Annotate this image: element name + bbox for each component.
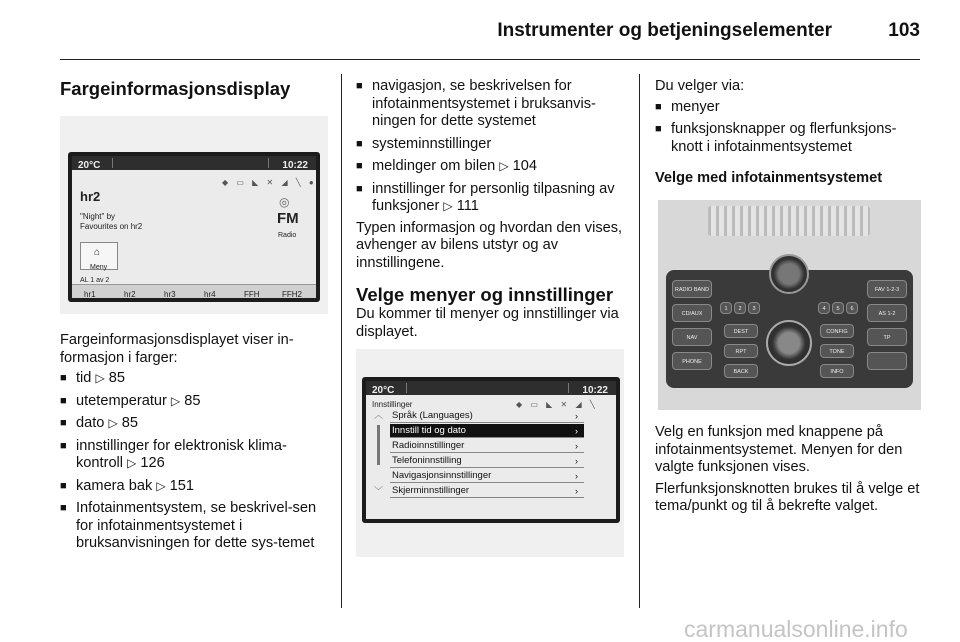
preset-bar: [72, 284, 316, 298]
status-separator: [268, 158, 269, 168]
list-item: [356, 158, 626, 176]
settings-menu-row[interactable]: [390, 469, 584, 483]
list-item: [356, 78, 626, 131]
reference-arrow-icon: ▷: [156, 478, 166, 493]
item-text: funksjonsknapper og flerfunksjons-knott i infotainmentsystemet: [671, 121, 897, 155]
panel-center-button[interactable]: DEST: [724, 324, 758, 338]
settings-menu-row-label: Språk (Languages): [392, 410, 473, 421]
panel-right-button[interactable]: FAV 1-2-3: [867, 280, 907, 298]
list-item: [60, 478, 328, 496]
item-text: innstillinger for elektronisk klima-kontroll: [76, 437, 287, 471]
reference-arrow-icon: ▷: [443, 199, 453, 213]
settings-menu-row[interactable]: [390, 439, 584, 453]
number-key[interactable]: 3: [748, 302, 760, 314]
panel-right-button[interactable]: TP: [867, 328, 907, 346]
number-key[interactable]: 6: [846, 302, 858, 314]
preset-button[interactable]: hr1: [84, 290, 96, 299]
display-bezel: [68, 152, 320, 302]
display-info-list: [60, 370, 328, 553]
item-text: meldinger om bilen: [372, 158, 496, 174]
column-divider-1: [341, 74, 342, 608]
info-type-paragraph: Typen informasjon og hvordan den vises, avhenger av bilens utstyr og av innstillingene.: [356, 219, 623, 271]
display-info-list-continued: [356, 78, 626, 216]
item-text: kamera bak: [76, 477, 153, 494]
chevron-right-icon: ›: [575, 456, 578, 466]
display-temperature: 20°C: [78, 160, 101, 171]
column-1: [60, 74, 328, 553]
panel-left-button[interactable]: PHONE: [672, 352, 712, 370]
list-item: [356, 136, 626, 154]
preset-button[interactable]: hr3: [164, 290, 176, 299]
settings-menu-row-label: Telefoninnstilling: [392, 455, 462, 466]
air-vent: [708, 206, 870, 236]
preset-button[interactable]: FFH2: [282, 290, 302, 299]
number-key[interactable]: 2: [734, 302, 746, 314]
number-key[interactable]: 5: [832, 302, 844, 314]
al-indicator: AL 1 av 2: [80, 277, 110, 284]
band-sub-label: Radio: [278, 232, 297, 239]
settings-menu-row-label: Navigasjonsinnstillinger: [392, 470, 492, 481]
reference-arrow-icon: ▷: [170, 393, 181, 408]
header-rule: [60, 59, 920, 60]
status-separator: [568, 383, 569, 393]
display-intro: Fargeinformasjonsdisplayet viser in-formasjon i farger:: [60, 332, 294, 366]
reference-arrow-icon: ▷: [108, 416, 118, 430]
status-icons: ◆ ▭ ◣ ✕ ◢ ╲: [516, 400, 598, 409]
select-via-intro: Du velger via:: [655, 78, 745, 94]
panel-left-button[interactable]: NAV: [672, 328, 712, 346]
chevron-right-icon: ›: [575, 471, 578, 481]
page-reference[interactable]: 111: [456, 198, 479, 214]
settings-menu-row-label: Innstill tid og dato: [392, 425, 466, 436]
watermark: carmanualsonline.info: [684, 616, 908, 642]
menu-button-label: Meny: [90, 264, 108, 271]
chevron-right-icon: ›: [575, 486, 578, 496]
display-bezel: [362, 377, 620, 523]
display-screen: [366, 381, 616, 519]
column-divider-2: [639, 74, 640, 608]
scrollbar[interactable]: [377, 425, 380, 465]
panel-center-button[interactable]: BACK: [724, 364, 758, 378]
display-time: 10:22: [582, 385, 608, 396]
item-text: utetemperatur: [76, 392, 167, 409]
home-icon: ⌂: [94, 247, 101, 258]
page-number: 103: [888, 20, 920, 41]
number-key[interactable]: 1: [720, 302, 732, 314]
section-heading-display: Fargeinformasjonsdisplay: [60, 78, 291, 99]
settings-title: Innstillinger: [372, 400, 413, 409]
display-temperature: 20°C: [372, 385, 395, 396]
page-reference[interactable]: 104: [512, 158, 538, 174]
settings-menu-row[interactable]: [390, 409, 584, 423]
display-status-bar: [366, 381, 616, 395]
menus-paragraph: Du kommer til menyer og innstillinger via displayet.: [356, 306, 619, 340]
display-screen: [72, 156, 316, 298]
multifunction-knob[interactable]: [766, 320, 812, 366]
song-line-2: Favourites on hr2: [80, 222, 143, 231]
item-text: navigasjon, se beskrivelsen for infotainmentsystemet i bruksanvis-ningen for dette systemet: [372, 78, 596, 129]
list-item: [655, 99, 921, 117]
scroll-up-icon[interactable]: ︿: [374, 410, 384, 420]
panel-center-button[interactable]: CONFIG: [820, 324, 854, 338]
list-item: [60, 415, 328, 433]
panel-center-button[interactable]: TONE: [820, 344, 854, 358]
multifunction-paragraph: Flerfunksjonsknotten brukes til å velge et tema/punkt og til å bekrefte valget.: [655, 480, 920, 514]
column-3: [655, 74, 921, 514]
list-item: [60, 500, 328, 553]
band-label: FM: [277, 210, 299, 227]
number-key[interactable]: 4: [818, 302, 830, 314]
volume-knob[interactable]: [769, 254, 809, 294]
reference-arrow-icon: ▷: [127, 456, 137, 470]
list-item: [356, 181, 626, 216]
panel-right-button[interactable]: [867, 352, 907, 370]
column-2: [356, 74, 626, 557]
chevron-right-icon: ›: [575, 441, 578, 451]
item-text: tid: [76, 370, 92, 386]
status-icons: ◆ ▭ ◣ ✕ ◢ ╲ ●: [222, 178, 317, 187]
item-text: menyer: [671, 98, 720, 115]
reference-arrow-icon: ▷: [95, 371, 105, 385]
panel-center-button[interactable]: INFO: [820, 364, 854, 378]
preset-button[interactable]: FFH: [244, 290, 260, 299]
page-reference[interactable]: 85: [108, 370, 126, 386]
status-separator: [406, 383, 407, 393]
settings-menu-row-label: Skjerminnstillinger: [392, 485, 470, 496]
panel-left-button[interactable]: CD/AUX: [672, 304, 712, 322]
status-separator: [112, 158, 113, 168]
item-text: Infotainmentsystem, se beskrivel-sen for infotainmentsystemet i bruksanvisningen for dette sys-temet: [76, 500, 317, 551]
item-text: innstillinger for personlig tilpasning av funksjoner: [372, 180, 615, 214]
chevron-right-icon: ›: [575, 426, 578, 436]
panel-center-button[interactable]: RPT: [724, 344, 758, 358]
select-function-paragraph: Velg en funksjon med knappene på infotainmentsystemet. Menyen for den valgte funksjonen vises.: [655, 424, 903, 475]
list-item: [655, 121, 921, 156]
page-header: [60, 0, 920, 62]
item-text: systeminnstillinger: [372, 135, 492, 152]
preset-button[interactable]: hr4: [204, 290, 216, 299]
settings-menu-row-label: Radioinnstillinger: [392, 440, 465, 451]
reference-arrow-icon: ▷: [499, 159, 509, 173]
page-reference[interactable]: 85: [184, 392, 201, 409]
subheading-infotainment: Velge med infotainmentsystemet: [655, 170, 883, 186]
settings-menu-row[interactable]: [390, 484, 584, 498]
scroll-down-icon[interactable]: ﹀: [374, 486, 384, 496]
section-heading-menus: Velge menyer og innstillinger: [356, 284, 614, 305]
panel-right-button[interactable]: AS 1-2: [867, 304, 907, 322]
display-status-bar: [72, 156, 316, 170]
page-reference[interactable]: 151: [169, 477, 194, 494]
item-text: dato: [76, 415, 105, 431]
control-panel-photo: [658, 200, 921, 410]
radio-signal-icon: ◎: [279, 195, 290, 209]
song-line-1: "Night" by: [80, 212, 116, 221]
list-item: [60, 438, 328, 473]
settings-display-photo: [356, 349, 624, 557]
station-name: hr2: [80, 189, 101, 204]
menu-button[interactable]: [80, 242, 118, 270]
list-item: [60, 370, 328, 388]
color-display-photo: [60, 116, 328, 314]
col3-paragraphs: [655, 424, 921, 516]
page-reference[interactable]: 85: [121, 415, 138, 431]
settings-menu-row[interactable]: [390, 424, 584, 438]
running-title: Instrumenter og betjeningselementer: [497, 20, 832, 41]
display-time: 10:22: [282, 160, 308, 171]
panel-left-button[interactable]: RADIO BAND: [672, 280, 712, 298]
page-reference[interactable]: 126: [140, 455, 165, 471]
preset-button[interactable]: hr2: [124, 290, 136, 299]
select-via-list: [655, 99, 921, 157]
chevron-right-icon: ›: [575, 411, 578, 421]
list-item: [60, 393, 328, 411]
settings-menu-row[interactable]: [390, 454, 584, 468]
